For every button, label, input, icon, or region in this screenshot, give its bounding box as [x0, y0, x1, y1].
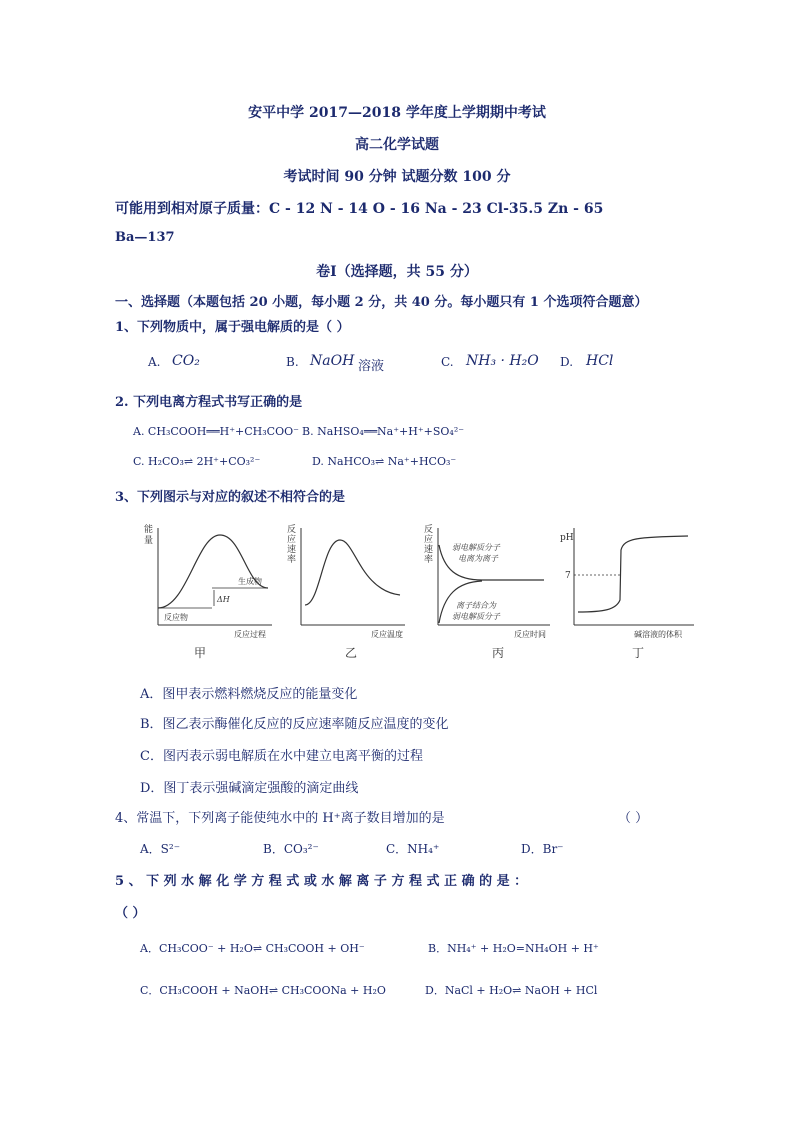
q1-option-b-label: B.: [286, 355, 299, 369]
q2-option-b: B. NaHSO₄══Na⁺+H⁺+SO₄²⁻: [302, 425, 465, 438]
q4-option-a: A．S²⁻: [140, 842, 181, 856]
q4-option-d: D．Br⁻: [521, 842, 564, 856]
part-heading: 一、选择题（本题包括 20 小题，每小题 2 分，共 40 分。每小题只有 1 个选项符合题意）: [115, 295, 648, 310]
question-3-stem: 3、下列图示与对应的叙述不相符合的是: [115, 490, 346, 505]
jia-ylabel-1: 能: [144, 525, 154, 535]
jia-curve: [158, 535, 268, 608]
bing-upper-2: 电离为离子: [458, 554, 498, 563]
q5-option-d: D．NaCl + H₂O⇌ NaOH + HCl: [425, 984, 598, 997]
jia-ylabel-2: 量: [144, 536, 154, 546]
q1-option-c: NH₃ · H₂O: [466, 353, 539, 369]
bing-caption: 丙: [492, 646, 505, 660]
svg-text:反: 反: [424, 525, 434, 535]
svg-text:率: 率: [287, 555, 297, 565]
jia-reactant: 反应物: [164, 613, 188, 622]
q1-option-d: HCl: [586, 353, 614, 369]
ding-tick-7: 7: [565, 571, 571, 581]
q3-option-b: B．图乙表示酶催化反应的反应速率随反应温度的变化: [140, 717, 449, 732]
bing-xlabel: 反应时间: [514, 630, 546, 639]
exam-info: 考试时间 90 分钟 试题分数 100 分: [283, 169, 511, 185]
question-1-stem: 1、下列物质中，属于强电解质的是（ ）: [115, 320, 350, 335]
figure-ding: [558, 520, 698, 660]
q2-option-d: D. NaHCO₃⇌ Na⁺+HCO₃⁻: [312, 455, 457, 468]
svg-text:速: 速: [424, 545, 434, 555]
jia-caption: 甲: [194, 646, 207, 660]
question-2-stem: 2. 下列电离方程式书写正确的是: [115, 395, 303, 410]
svg-text:应: 应: [287, 535, 297, 545]
question-5-bracket: （ ）: [115, 906, 146, 921]
q2-option-c: C. H₂CO₃⇌ 2H⁺+CO₃²⁻: [133, 455, 261, 468]
q4-option-c: C．NH₄⁺: [386, 842, 440, 856]
q3-option-a: A．图甲表示燃料燃烧反应的能量变化: [140, 687, 358, 702]
section-title: 卷Ⅰ（选择题，共 55 分）: [316, 264, 478, 280]
ding-caption: 丁: [632, 646, 645, 660]
q1-option-d-label: D.: [560, 355, 574, 369]
atomic-masses-line1: 可能用到相对原子质量：C - 12 N - 14 O - 16 Na - 23 Cl-35.5 Zn - 65: [115, 201, 604, 217]
figure-jia: [142, 520, 277, 660]
q3-option-c: C．图丙表示弱电解质在水中建立电离平衡的过程: [140, 749, 423, 764]
q2-option-a: A. CH₃COOH══H⁺+CH₃COO⁻: [133, 425, 299, 438]
exam-subject: 高二化学试题: [355, 137, 439, 153]
bing-upper-1: 弱电解质分子: [452, 543, 500, 552]
bing-lower-2: 弱电解质分子: [452, 612, 500, 621]
ding-ylabel: pH: [560, 533, 574, 543]
jia-product: 生成物: [238, 577, 262, 586]
exam-title: 安平中学 2017—2018 学年度上学期期中考试: [248, 105, 546, 121]
q1-option-b-suffix: 溶液: [358, 359, 385, 374]
figure-bing: [422, 520, 557, 660]
bing-lower-1: 离子结合为: [456, 601, 496, 610]
ding-xlabel: 碱溶液的体积: [634, 630, 682, 639]
yi-xlabel: 反应温度: [371, 630, 403, 639]
svg-text:率: 率: [424, 555, 434, 565]
yi-curve: [305, 540, 400, 605]
svg-text:反: 反: [287, 525, 297, 535]
q5-option-b: B．NH₄⁺ + H₂O=NH₄OH + H⁺: [428, 942, 599, 955]
jia-xlabel: 反应过程: [234, 630, 266, 639]
q5-option-a: A．CH₃COO⁻ + H₂O⇌ CH₃COOH + OH⁻: [140, 942, 365, 955]
question-4-bracket: （ ）: [618, 811, 649, 826]
q1-option-b: NaOH: [310, 353, 355, 369]
figure-yi: [285, 520, 410, 660]
jia-dh: ΔH: [217, 595, 230, 604]
atomic-masses-line2: Ba—137: [115, 230, 175, 245]
svg-text:速: 速: [287, 545, 297, 555]
ding-curve: [578, 536, 688, 612]
q4-option-b: B．CO₃²⁻: [263, 842, 319, 856]
q1-option-a-label: A.: [148, 355, 161, 369]
question-5-stem: 5 、 下 列 水 解 化 学 方 程 式 或 水 解 离 子 方 程 式 正 确 的 是 ：: [115, 874, 528, 889]
svg-text:应: 应: [424, 535, 434, 545]
question-4-stem: 4、常温下，下列离子能使纯水中的 H⁺离子数目增加的是: [115, 811, 445, 826]
q5-option-c: C．CH₃COOH + NaOH⇌ CH₃COONa + H₂O: [140, 984, 386, 997]
q3-option-d: D．图丁表示强碱滴定强酸的滴定曲线: [140, 781, 359, 796]
q1-option-c-label: C.: [441, 355, 454, 369]
yi-caption: 乙: [345, 646, 358, 660]
q1-option-a: CO₂: [172, 353, 200, 369]
